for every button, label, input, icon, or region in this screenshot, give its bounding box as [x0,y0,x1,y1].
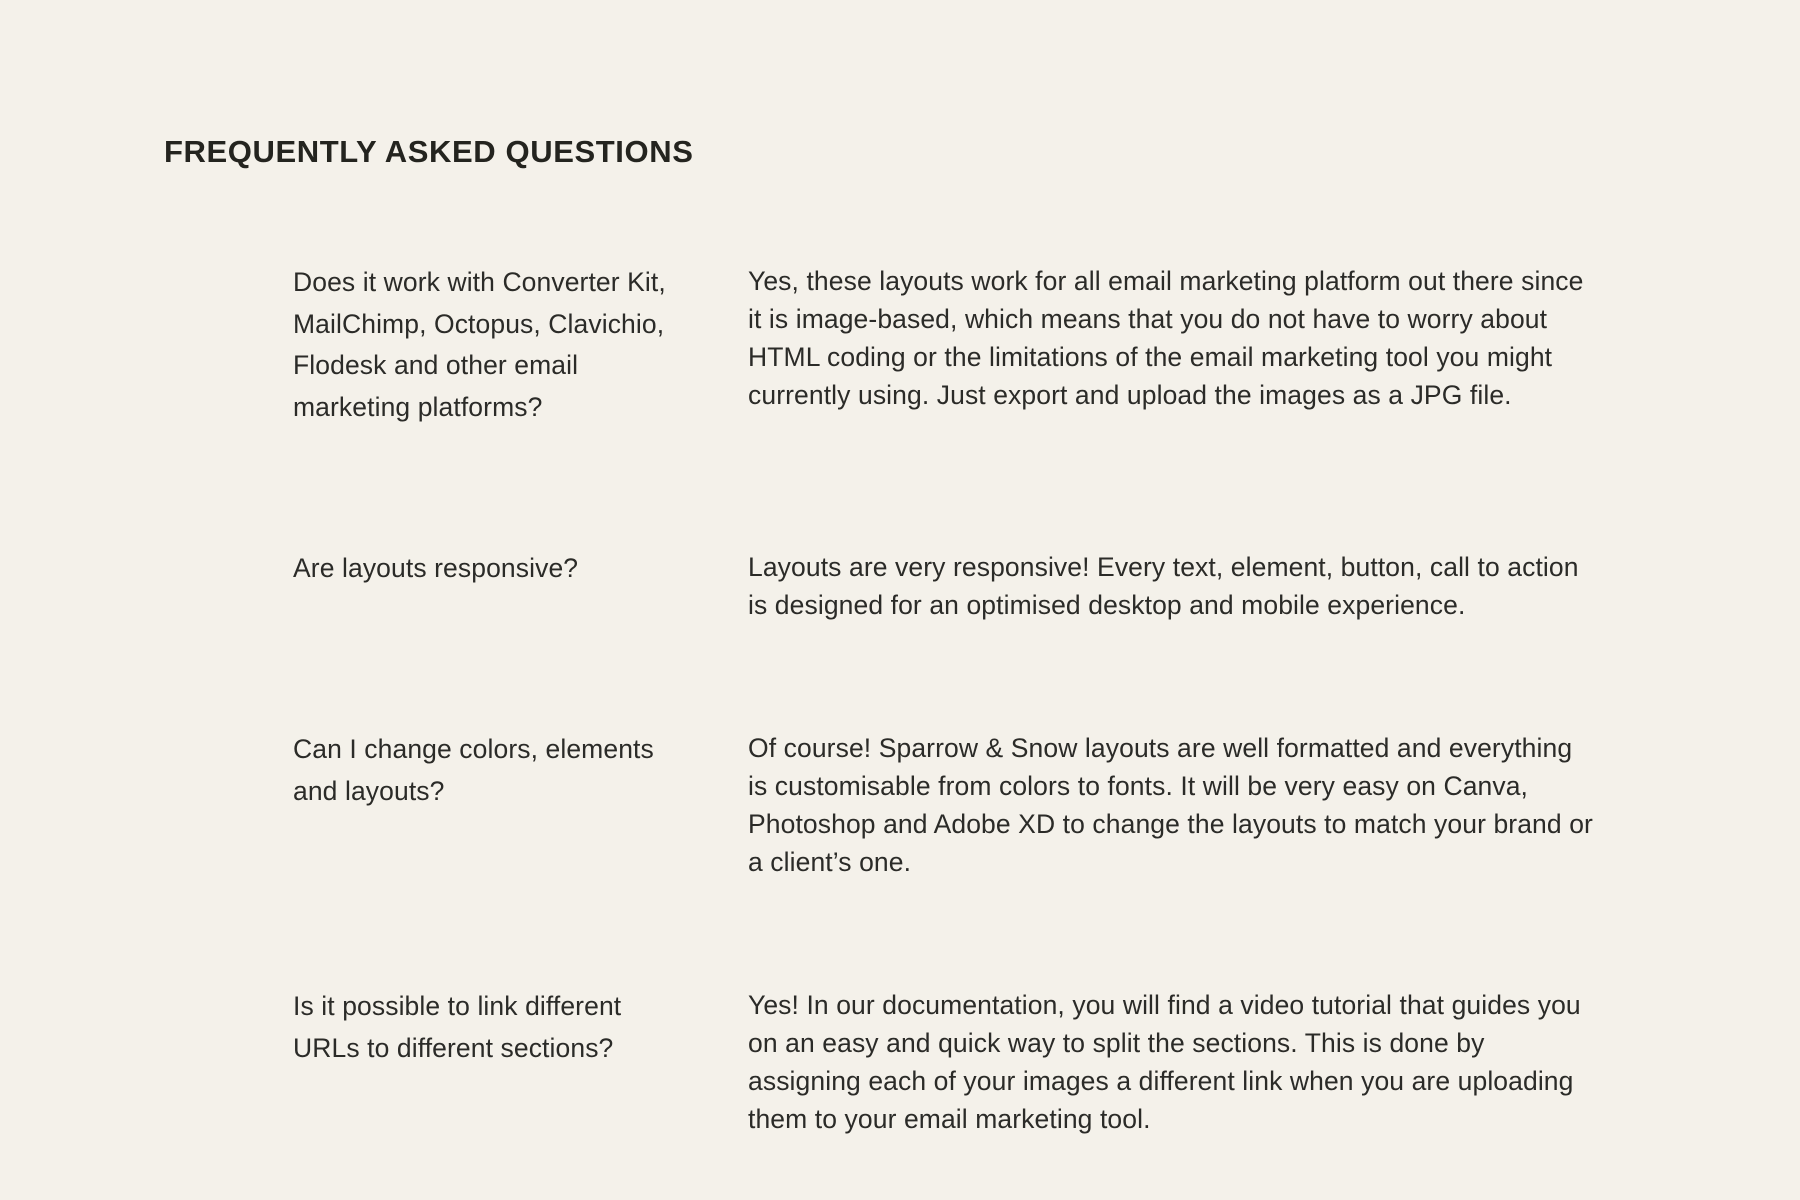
faq-answer: Yes, these layouts work for all email marketing platform out there since it is image-based, which means that you do not have to worry about HTML coding or the limitations of the email marketing tool you might currently using. Just export and upload the images as a JPG file. [748,266,1584,410]
faq-answer: Yes! In our documentation, you will find a video tutorial that guides you on an easy and quick way to split the sections. This is done by assigning each of your images a different link when you are uploading them to your email marketing tool. [748,990,1581,1134]
faq-item [293,729,1593,881]
faq-item [293,986,1593,1138]
faq-item [293,548,1593,624]
faq-answer: Of course! Sparrow & Snow layouts are well formatted and everything is customisable from colors to fonts. It will be very easy on Canva, Photoshop and Adobe XD to change the layouts to match your brand or a client’s one. [748,733,1593,877]
faq-question: Can I change colors, elements and layouts? [293,734,654,806]
faq-question: Does it work with Converter Kit, MailChimp, Octopus, Clavichio, Flodesk and other email marketing platforms? [293,267,666,422]
faq-question: Are layouts responsive? [293,553,579,583]
faq-answer: Layouts are very responsive! Every text, element, button, call to action is designed for an optimised desktop and mobile experience. [748,552,1579,620]
page-title: FREQUENTLY ASKED QUESTIONS [164,133,694,169]
faq-list [293,262,1593,1138]
faq-question: Is it possible to link different URLs to different sections? [293,991,622,1063]
faq-item [293,262,1593,428]
